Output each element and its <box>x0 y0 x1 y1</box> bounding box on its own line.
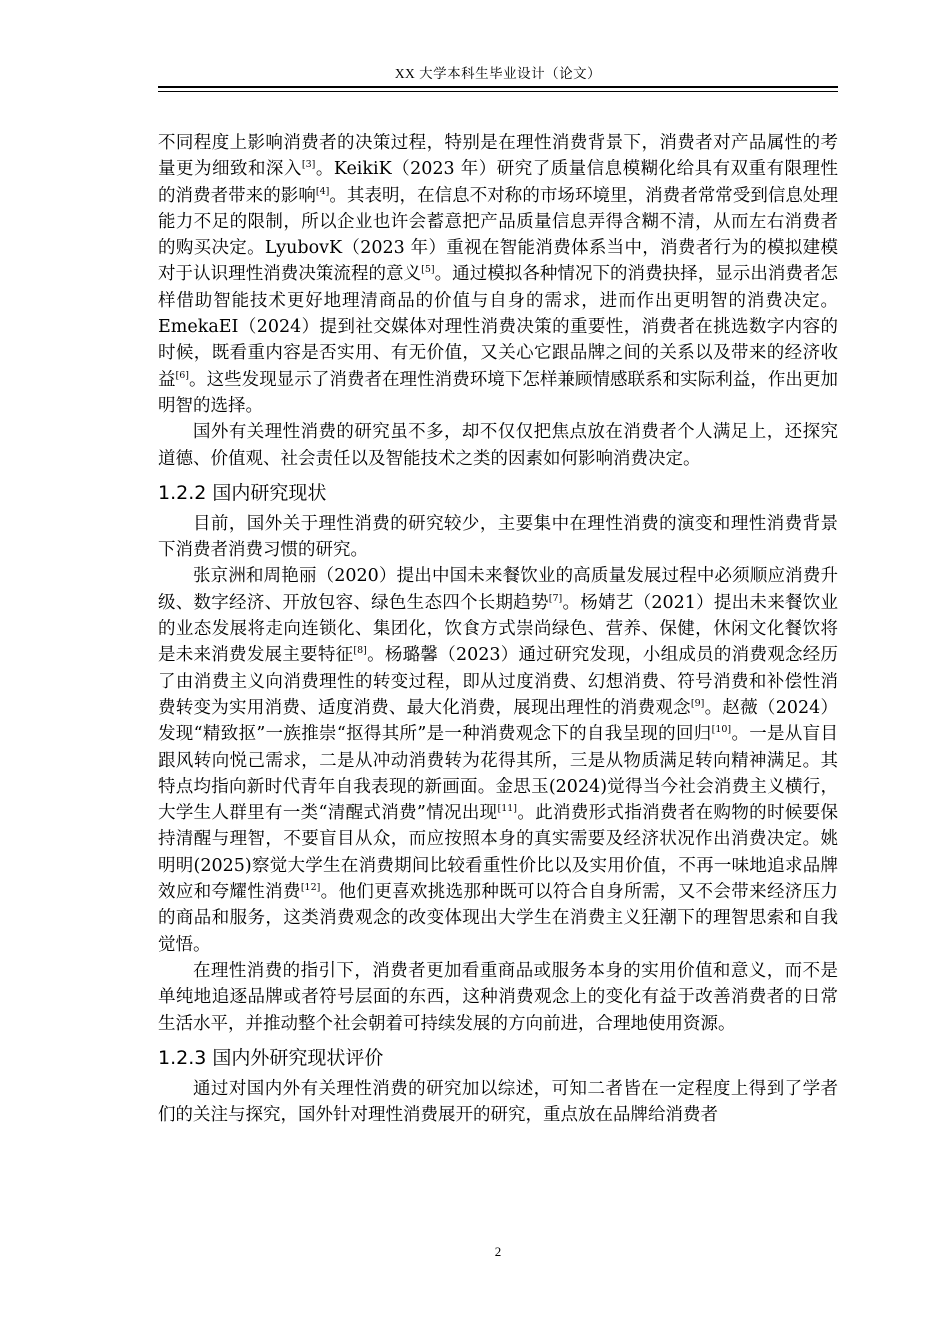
section-heading: 1.2.2 国内研究现状 <box>158 481 327 504</box>
page-number: 2 <box>494 1244 502 1259</box>
text-run: 。这些发现显示了消费者在理性消费环境下怎样兼顾情感联系和实际利益，作出更加明智的选择。 <box>158 369 839 416</box>
page-body <box>158 130 838 1128</box>
text-run: 不同程度上影响消费者的决策过程，特别是在理性消费背景下，消费者对产品属性的考量更为细致和深入 <box>158 133 838 180</box>
page-header: XX 大学本科生毕业设计（论文） <box>394 66 602 81</box>
citation-ref: [10] <box>711 724 732 736</box>
text-run: 目前，国外关于理性消费的研究较少，主要集中在理性消费的演变和理性消费背景下消费者消费习惯的研究。 <box>158 513 838 561</box>
text-run: 。此消费形式指消费者在购物的时候要保持清醒与理智，不要盲目从众，而应按照本身的真实需要及经济状况作出消费决定。姚明明(2025)察觉大学生在消费期间比较看重性价比以及实用价值，不再一味地追求品牌效应和夸耀性消费 <box>158 803 838 903</box>
text-run: 。他们更喜欢挑选那种既可以符合自身所需，又不会带来经济压力的商品和服务，这类消费观念的改变体现出大学生在消费主义狂潮下的理智思索和自我觉悟。 <box>158 882 839 955</box>
text-run: 。赵薇（2024）发现“精致抠”一族推崇“抠得其所”是一种消费观念下的自我呈现的回归 <box>158 697 838 745</box>
header-rule-thin <box>158 91 838 92</box>
paragraph <box>158 1076 838 1129</box>
paragraph <box>158 563 838 957</box>
citation-ref: [5] <box>421 264 435 276</box>
text-run: 。通过模拟各种情况下的消费抉择，显示出消费者怎样借助智能技术更好地理清商品的价值与自身的需求，进而作出更明智的消费决定。EmekaEI（2024）提到社交媒体对理性消费决策的重要性，消费者在挑选数字内容的时候，既看重内容是否实用、有无价值，又关心它跟品牌之间的关系以及带来的经济收益 <box>158 264 839 390</box>
text-run: 。其表明，在信息不对称的市场环境里，消费者常常受到信息处理能力不足的限制，所以企业也许会蓄意把产品质量信息弄得含糊不清，从而左右消费者的购买决定。LyubovK（2023 年）重视在智能消费体系当中，消费者行为的模拟建模对于认识理性消费决策流程的意义 <box>158 185 839 285</box>
paragraph <box>158 130 838 419</box>
text-run: 通过对国内外有关理性消费的研究加以综述，可知二者皆在一定程度上得到了学者们的关注与探究，国外针对理性消费展开的研究，重点放在品牌给消费者 <box>158 1078 838 1126</box>
citation-ref: [6] <box>175 369 190 381</box>
text-run: 张京洲和周艳丽（2020）提出中国未来餐饮业的高质量发展过程中必须顺应消费升级、数字经济、开放包容、绿色生态四个长期趋势 <box>158 566 838 613</box>
citation-ref: [4] <box>315 185 330 197</box>
section-heading: 1.2.3 国内外研究现状评价 <box>158 1046 384 1069</box>
paragraph <box>158 511 838 564</box>
citation-ref: [3] <box>301 159 316 171</box>
header-rule-thick <box>158 86 838 88</box>
paragraph <box>158 419 838 472</box>
text-run: 。KeikiK（2023 年）研究了质量信息模糊化给具有双重有限理性的消费者带来的影响 <box>158 159 838 206</box>
text-run: 在理性消费的指引下，消费者更加看重商品或服务本身的实用价值和意义，而不是单纯地追逐品牌或者符号层面的东西，这种消费观念上的变化有益于改善消费者的日常生活水平，并推动整个社会朝着可持续发展的方向前进，合理地使用资源。 <box>158 960 838 1034</box>
paragraph <box>158 958 838 1037</box>
text-run: 。杨璐馨（2023）通过研究发现，小组成员的消费观念经历了由消费主义向消费理性的转变过程，即从过度消费、幻想消费、符号消费和补偿性消费转变为实用消费、适度消费、最大化消费，展现出理性的消费观念 <box>158 645 838 718</box>
citation-ref: [9] <box>690 698 705 710</box>
citation-ref: [12] <box>300 882 321 894</box>
text-run: 。一是从盲目跟风转向悦己需求，二是从冲动消费转为花得其所，三是从物质满足转向精神满足。其特点均指向新时代青年自我表现的新画面。金思玉(2024)觉得当今社会消费主义横行，大学生人群里有一类“清醒式消费”情况出现 <box>158 724 838 824</box>
citation-ref: [8] <box>353 645 367 657</box>
citation-ref: [11] <box>497 803 518 815</box>
text-run: 国外有关理性消费的研究虽不多，却不仅仅把焦点放在消费者个人满足上，还探究道德、价值观、社会责任以及智能技术之类的因素如何影响消费决定。 <box>158 422 838 469</box>
text-run: 。杨婧艺（2021）提出未来餐饮业的业态发展将走向连锁化、集团化，饮食方式崇尚绿色、营养、保健，休闲文化餐饮将是未来消费发展主要特征 <box>158 592 838 666</box>
citation-ref: [7] <box>548 592 563 604</box>
